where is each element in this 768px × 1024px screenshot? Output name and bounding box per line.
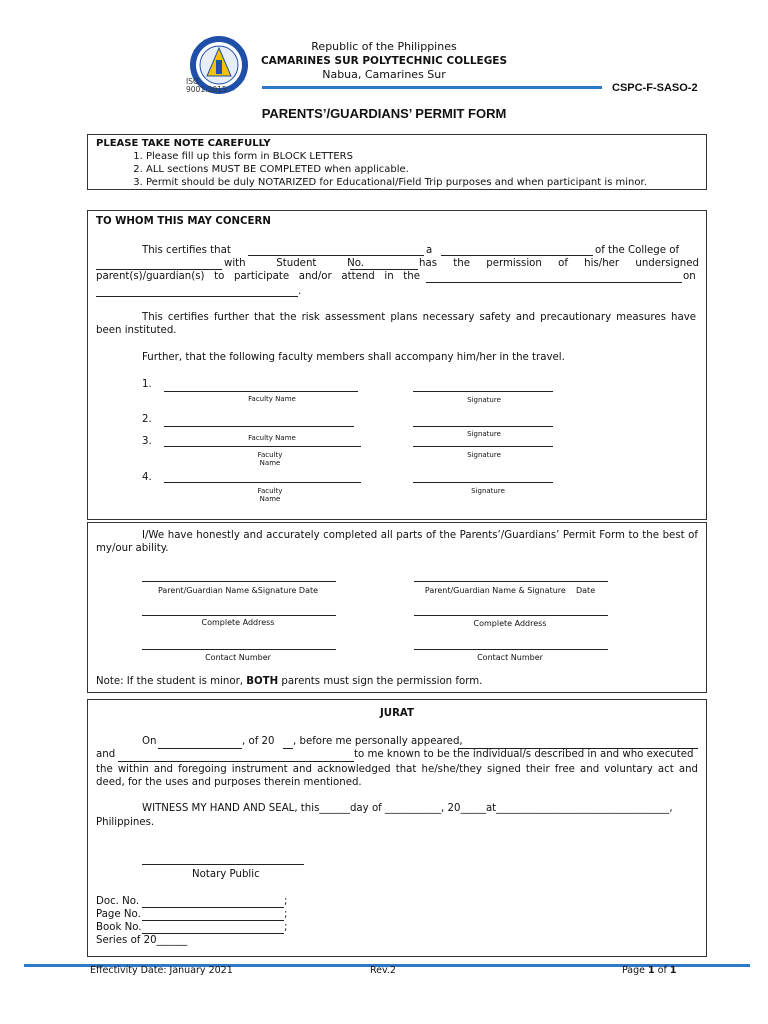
faculty-name-label: Faculty Name: [248, 395, 296, 403]
parent2-contact-field[interactable]: [414, 637, 608, 650]
concern-section: [87, 210, 707, 520]
signature-label: Signature: [467, 396, 501, 404]
iso-label: ISO 9001:2015: [186, 77, 227, 94]
parent1-address-label: Complete Address: [201, 618, 275, 627]
risk-statement: This certifies further that the risk assessment plans necessary safety and precautionary measures have been instituted.: [96, 312, 696, 336]
faculty-name-field[interactable]: [164, 434, 361, 447]
faculty-name-field[interactable]: [164, 470, 361, 483]
faculty-number: 4.: [142, 472, 152, 483]
jurat-known-text: to me known to be the individual/s described in and who executed: [354, 749, 694, 760]
parents-section: [87, 522, 707, 693]
republic-line: Republic of the Philippines: [311, 40, 457, 53]
parent1-contact-label: Contact Number: [205, 653, 271, 662]
college-location: Nabua, Camarines Sur: [322, 68, 446, 81]
semicolon: ;: [284, 922, 288, 933]
student-name-field[interactable]: [248, 243, 424, 256]
college-field[interactable]: [96, 259, 222, 270]
jurat-witness: WITNESS MY HAND AND SEAL, this______day of ___________, 20_____at__________________________________,: [142, 803, 673, 814]
form-title: PARENTS’/GUARDIANS’ PERMIT FORM: [261, 106, 507, 121]
jurat-on-text: On: [142, 736, 157, 747]
jurat-of-text: , of 20: [242, 736, 275, 747]
student-no-field[interactable]: [350, 259, 418, 270]
certifies-text: This certifies that: [142, 245, 231, 256]
faculty-number: 3.: [142, 436, 152, 447]
revision: Rev.2: [370, 965, 396, 976]
parent2-signature-field[interactable]: [414, 569, 608, 582]
parents-statement: I/We have honestly and accurately completed all parts of the Parents’/Guardians’ Permit Form to the best of my/our ability.: [96, 530, 698, 554]
page-no-field[interactable]: [142, 909, 284, 921]
permission-text: has the permission of his/her undersigned: [419, 258, 699, 269]
minor-note: Note: If the student is minor, BOTH parents must sign the permission form.: [96, 676, 483, 687]
parent2-address-label: Complete Address: [473, 619, 547, 628]
year-level-field[interactable]: [441, 243, 593, 256]
jurat-section: [87, 699, 707, 957]
faculty-intro: Further, that the following faculty members shall accompany him/her in the travel.: [142, 352, 565, 363]
student-no-text: with Student No.: [224, 258, 364, 269]
doc-no-label: Doc. No.: [96, 896, 140, 907]
faculty-name-label: Faculty Name: [257, 487, 283, 503]
semicolon: ;: [284, 896, 288, 907]
doc-no-field[interactable]: [142, 896, 284, 908]
college-of-text: of the College of: [595, 245, 680, 256]
jurat-philippines: Philippines.: [96, 817, 155, 828]
parent2-contact-label: Contact Number: [477, 653, 543, 662]
a-text: a: [426, 245, 433, 256]
parent1-address-field[interactable]: [142, 603, 336, 616]
page-indicator: Page 1 of 1: [622, 965, 677, 976]
concern-heading: TO WHOM THIS MAY CONCERN: [96, 216, 271, 227]
participate-text: parent(s)/guardian(s) to participate and/or attend in the: [96, 271, 420, 282]
signature-label: Signature: [467, 430, 501, 438]
jurat-day-field[interactable]: [158, 736, 242, 749]
faculty-signature-field[interactable]: [413, 434, 553, 447]
faculty-number: 1.: [142, 379, 152, 390]
faculty-signature-field[interactable]: [413, 379, 553, 392]
notary-signature-field[interactable]: [142, 854, 304, 865]
faculty-name-label: Faculty Name: [248, 434, 296, 442]
book-no-field[interactable]: [142, 922, 284, 934]
semicolon: ;: [284, 909, 288, 920]
on-text: on: [683, 271, 696, 282]
jurat-heading: JURAT: [380, 708, 414, 719]
book-no-label: Book No.: [96, 922, 142, 933]
effectivity-date: Effectivity Date: January 2021: [90, 965, 233, 976]
parent1-signature-field[interactable]: [142, 569, 336, 582]
note-item: 2. ALL sections MUST BE COMPLETED when applicable.: [146, 163, 698, 176]
series-label: Series of 20______: [96, 935, 188, 946]
note-item: 1. Please fill up this form in BLOCK LETTERS: [146, 150, 698, 163]
note-box: [87, 134, 707, 190]
jurat-and-text: and: [96, 749, 116, 760]
jurat-before-text: , before me personally appeared,: [293, 736, 463, 747]
period-text: .: [298, 286, 302, 297]
faculty-signature-field[interactable]: [413, 470, 553, 483]
faculty-number: 2.: [142, 414, 152, 425]
faculty-name-field[interactable]: [164, 379, 358, 392]
header-divider: [262, 86, 602, 89]
form-code: CSPC-F-SASO-2: [612, 82, 698, 94]
parent2-address-field[interactable]: [414, 603, 608, 616]
jurat-year-field[interactable]: [283, 736, 293, 749]
signature-label: Signature: [467, 451, 501, 459]
jurat-acknowledgement: the within and foregoing instrument and acknowledged that he/she/they signed their free and voluntary act and deed, for the uses and purposes therein mentioned.: [96, 764, 698, 788]
parent1-signature-label: Parent/Guardian Name &Signature Date: [157, 586, 319, 595]
jurat-person2-field[interactable]: [118, 749, 354, 762]
faculty-name-field[interactable]: [164, 414, 354, 427]
date-field[interactable]: [96, 286, 298, 297]
faculty-signature-field[interactable]: [413, 414, 553, 427]
signature-label: Signature: [471, 487, 505, 495]
faculty-name-label: Faculty Name: [257, 451, 283, 467]
parent2-signature-label: Parent/Guardian Name & Signature Date: [424, 586, 596, 595]
college-name: CAMARINES SUR POLYTECHNIC COLLEGES: [260, 55, 508, 67]
activity-field[interactable]: [426, 272, 682, 283]
note-item: 3. Permit should be duly NOTARIZED for Educational/Field Trip purposes and when participant is minor.: [146, 176, 698, 189]
jurat-person1-field[interactable]: [458, 736, 698, 749]
notary-label: Notary Public: [192, 869, 260, 880]
note-heading: PLEASE TAKE NOTE CAREFULLY: [96, 138, 271, 149]
note-list: [96, 150, 698, 189]
page-no-label: Page No.: [96, 909, 141, 920]
parent1-contact-field[interactable]: [142, 637, 336, 650]
